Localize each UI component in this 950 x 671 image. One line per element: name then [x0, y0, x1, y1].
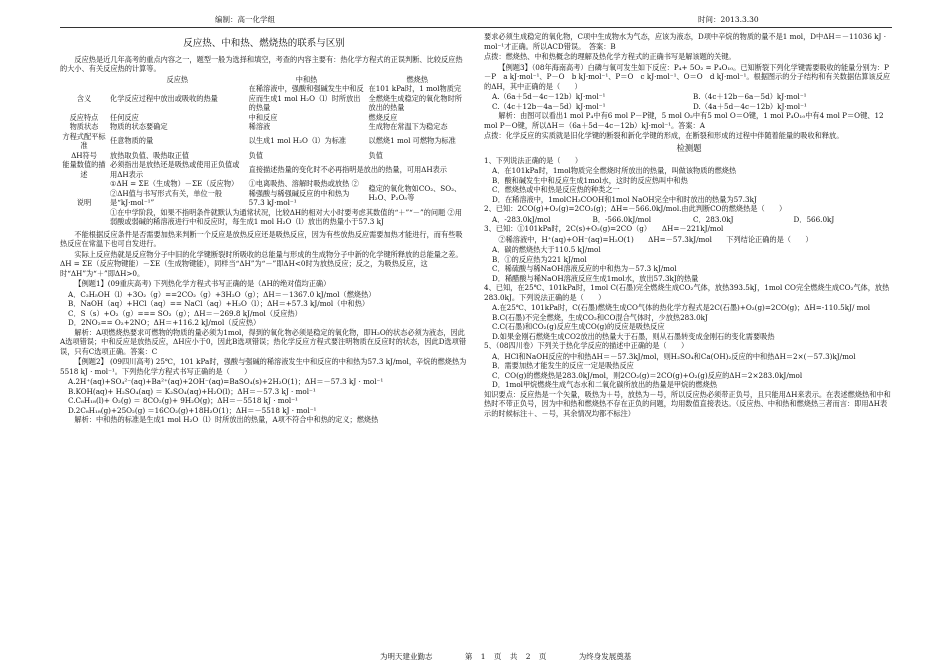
question-2-option: C．283.0kJ: [693, 214, 734, 224]
footer-motto-left: 为明天建业勤志: [380, 652, 433, 661]
question-4-option: C.C(石墨)和CO₂(g)反应生成CO(g)的反应是吸热反应: [492, 322, 665, 332]
row-header: ΔH符号: [71, 150, 97, 160]
question-3-option: B．①的反应热为221 kJ/mol: [492, 254, 587, 264]
question-5-stem: 5、（08四川卷）下列关于热化学反应的描述中正确的是（ ）: [484, 341, 689, 351]
example-3-options-row: [484, 92, 894, 102]
table-header-cell: [60, 75, 108, 85]
question-2-stem: 2、已知：2CO(g)+O₂(g)=2CO₂(g)；ΔH=－566.0kJ/mol.由此判断CO的燃烧热是（ ）: [484, 204, 787, 214]
table-cell: ①在中学阶段，如果不指明条件就默认为通常状况，比较ΔH的相对大小时要考虑其数值的“＋”“－”的问题 ②用弱酸或弱碱的稀溶液进行中和反应时，每生成1 mol H₂O（l）放出的热量小于57.3 kJ: [110, 207, 462, 227]
table-cell: 任何反应: [110, 112, 139, 122]
question-3-stem-2: ②稀溶液中，H⁺(aq)+OH⁻(aq)=H₂O(1) ΔH=－57.3kJ/mol 下列结论正确的是（ ）: [498, 234, 813, 244]
question-5-option: B．需要加热才能发生的反应一定是吸热反应: [492, 361, 634, 371]
example-1-stem: 【例题1】(09重庆高考) 下列热化学方程式书写正确的是（ΔH的绝对值均正确）: [74, 279, 331, 289]
question-2-option: D．566.0kJ: [793, 214, 835, 224]
question-5-option: A．HCl和NaOH反应的中和热ΔH＝－57.3kJ/mol，则H₂SO₄和Ca(OH)₂反应的中和热ΔH＝2×(－57.3)kJ/mol: [492, 351, 856, 361]
example-3-tip: 点拨：化学反应的实质就是旧化学键的断裂和新化学键的形成，在断裂和形成的过程中伴随着能量的吸收和释放。: [484, 131, 844, 140]
table-cell: 在101 kPa时，1 mol物质完全燃烧生成稳定的氧化物时所放出的热量: [368, 84, 462, 113]
table-cell: 放热取负值、吸热取正值: [110, 150, 190, 160]
example-1-option: B．NaOH（aq）+HCl（aq）== NaCl（aq）+H₂O（l）；ΔH＝+57.3 kJ/mol（中和热）: [68, 299, 370, 309]
example-3-options-row: [484, 102, 894, 112]
row-header: 方程式配平标准: [62, 131, 106, 151]
table-header-row: [60, 75, 468, 85]
question-5-option: C．CO(g)的燃烧热是283.0kJ/mol，则2CO₂(g)＝2CO(g)+O₂(g)反应的ΔH＝2×283.0kJ/mol: [492, 370, 803, 380]
table-cell: 直接描述热量的变化时不必再指明是放出的热量，可用ΔH表示: [248, 164, 447, 174]
row-header: 反应特点: [69, 112, 99, 122]
body-paragraph: 点拨：燃烧热、中和热概念的理解及热化学方程式的正确书写是解该题的关键。: [484, 52, 736, 61]
example-3-option: D.（4a＋5d－4c－12b）kJ·mol⁻¹: [693, 101, 807, 111]
table-cell: 中和反应: [248, 112, 278, 122]
question-3-option: A．碳的燃烧热大于110.5 kJ/mol: [492, 245, 601, 255]
row-header: 物质状态: [69, 122, 99, 132]
page-number: 第 1 页 共 2 页: [464, 652, 547, 661]
test-section-title: 检测题: [676, 142, 702, 153]
example-2-analysis: 解析：中和热的标准是生成1 mol H₂O（l）时所放出的热量，A项不符合中和热的定义；燃烧热: [74, 415, 379, 425]
row-header: 能量数值的描述: [62, 160, 106, 179]
example-3-option: A.（6a＋5d－4c－12b）kJ·mol⁻¹: [492, 92, 606, 101]
question-4-option: A.在25℃、101kPa时，C(石墨)燃烧生成CO气体的热化学方程式是2C(石墨)+O₂(g)=2CO(g)；ΔH=-110.5kJ/ mol: [492, 303, 871, 313]
example-3-option: C.（4c＋12b－4a－5d）kJ·mol⁻¹: [492, 101, 606, 111]
table-cell: 稀溶液: [248, 122, 271, 132]
table-row: [60, 151, 468, 161]
table-cell: 化学反应过程中放出或吸收的热量: [110, 93, 218, 103]
body-paragraph: 不能根据反应条件是否需要加热来判断一个反应是放热反应还是吸热反应，因为有些放热反应需要加热才能进行，而有些吸热反应在常温下也可自发进行。: [60, 229, 463, 249]
comparison-table: [60, 75, 468, 227]
knowledge-points: 知识要点：反应热是一个矢量，吸热为＋号，放热为－号，所以反应热必须带正负号，且只能用ΔH来表示。在表述燃烧热和中和热时不带正负号，因为中和热和燃烧热不存在正负的问题，均用数值直接表达。（反应热、中和热和燃烧热三者而言：即用ΔH表示的时候标注＋、－号，其余情况均都不标注）: [484, 389, 891, 418]
question-4-stem: 4、已知，在25℃、101kPa时，1mol C(石墨)完全燃烧生成CO₂气体，放热393.5kJ，1mol CO完全燃烧生成CO₂气体，放热283.0kJ。下列说法正确的是（ ）: [484, 283, 890, 302]
table-cell: 在稀溶液中，强酸和强碱发生中和反应而生成1 mol H₂O（l）时所放出的热量: [248, 84, 364, 113]
table-cell: 物质的状态要确定: [110, 122, 168, 132]
table-row: [60, 122, 468, 132]
body-paragraph: 要求必须生成稳定的氧化物，C项中生成物水为气态，应该为液态，D项中辛烷的物质的量不是1 mol，D中ΔH＝－11036 kJ · mol⁻¹才正确。所以ACD错误。 答案：B: [484, 32, 886, 51]
table-cell: 以生成1 mol H₂O（l）为标准: [248, 136, 347, 146]
question-4-option: B.C(石墨)不完全燃烧，生成CO₂和CO混合气体时，少放热283.0kJ: [492, 312, 708, 322]
question-2-option: A．-283.0kJ/mol: [492, 214, 551, 224]
page-footer: [380, 652, 655, 662]
example-2-stem: 【例题2】 (09四川高考) 25℃，101 kPa时，强酸与强碱的稀溶液发生中和反应的中和热为57.3 kJ/mol，辛烷的燃烧热为5518 kJ · mol⁻¹。下列热化学方程式书写正确的是（ ）: [60, 357, 467, 376]
question-1-option: B．酸和碱发生中和反应生成1mol水，这时的反应热叫中和热: [492, 175, 688, 185]
table-cell: 以燃烧1 mol 可燃物为标准: [368, 136, 456, 146]
table-cell: 生成物在常温下为稳定态: [368, 122, 448, 132]
table-cell: 任意物质的量: [110, 136, 154, 146]
document-title: 反应热、中和热、燃烧热的联系与区别: [183, 38, 345, 49]
example-2-option: B.KOH(aq)+ H₂SO₄(aq) ＝ K₂SO₄(aq)+H₂O(l)；ΔH＝－57.3 kJ · mol⁻¹: [68, 386, 316, 396]
table-row: [60, 208, 468, 227]
table-cell: 燃烧反应: [368, 112, 398, 122]
example-1-option: C．S（s）+O₂（g）=== SO₂（g）；ΔH＝－269.8 kJ/mol（反应热）: [68, 308, 302, 318]
table-row: [60, 179, 468, 208]
header-date: 时间：2013.3.30: [698, 15, 759, 24]
question-3-option: D．稀醋酸与稀NaOH溶液反应生成1mol水，放出57.3kJ的热量: [492, 273, 699, 283]
question-1-option: C．燃烧热或中和热是反应热的种类之一: [492, 185, 620, 195]
example-1-option: D．2NO₂== O₂+2NO；ΔH＝+116.2 kJ/mol（反应热）: [68, 318, 261, 328]
table-header-cell: 燃烧热: [406, 74, 429, 84]
table-cell: 稳定的氧化物如CO₂、SO₂、H₂O、P₂O₅等: [368, 183, 462, 203]
question-3-stem: 3、已知：①101kPa时，2C(s)+O₂(g)=2CO（g） ΔH=－221kJ/mol: [484, 224, 724, 234]
question-1-stem: 1、下列说法正确的是（ ）: [484, 155, 583, 165]
question-3-option: C．稀硫酸与稀NaOH溶液反应的中和热为－57.3 kJ/mol: [492, 264, 677, 274]
question-4-option: D.如果金刚石燃烧生成CO2放出的热量大于石墨，则从石墨转变成金刚石的变化需要吸热: [492, 331, 775, 341]
question-2-option: B．-566.0kJ/mol: [592, 214, 652, 224]
table-header-cell: 中和热: [295, 74, 318, 84]
question-2-options-row: [484, 215, 894, 225]
question-1-option: D．在稀溶液中，1molCH₃COOH和1mol NaOH完全中和时放出的热量为57.3kJ: [492, 194, 757, 204]
intro-paragraph: 反应热是近几年高考的重点内容之一，题型一般为选择和填空，考查的内容主要有：热化学方程式的正误判断、比较反应热的大小、有关反应热的计算等。: [60, 54, 463, 74]
table-cell: ①电离吸热、溶解时吸热或放热 ②稀强酸与稀强碱反应的中和热为57.3 kJ·mol⁻¹: [248, 179, 359, 208]
table-cell: 负值: [368, 150, 383, 160]
question-1-option: A．在101kPa时，1mol物质完全燃烧时所放出的热量，叫做该物质的燃烧热: [492, 166, 737, 176]
example-3-option: B.（4c＋12b－6a－5d）kJ·mol⁻¹: [693, 92, 807, 101]
table-row: [60, 160, 468, 179]
example-1-option: A．C₂H₅OH（l）+3O₂（g）==2CO₂（g）+3H₂O（g）；ΔH＝－1367.0 kJ/mol（燃烧热）: [68, 289, 376, 299]
question-5-option: D．1mol甲烷燃烧生成气态水和二氧化碳所放出的热量是甲烷的燃烧热: [492, 380, 718, 390]
body-paragraph: 实际上反应热就是反应物分子中旧的化学键断裂时所吸收的总能量与形成的生成物分子中新的化学键所释放的总能量之差。ΔH = ΣE（反应物键能）－ΣE（生成物键能），同样当“ΔH”为“－”即ΔH<0时为放热反应；反之，为吸热反应，这时“ΔH”为“＋”即ΔH>0。: [60, 249, 463, 278]
left-column: [60, 32, 468, 426]
header-divider: [60, 27, 892, 28]
example-2-option: A.2H⁺(aq)+SO₄²⁻(aq)+Ba²⁺(aq)+2OH⁻(aq)=BaSO₄(s)+2H₂O(1)；ΔH＝－57.3 kJ · mol⁻¹: [68, 377, 384, 387]
table-cell: ①ΔH = ΣE（生成物）－ΣE（反应物）②ΔH值与书写形式有关，单位一般是“kJ·mol⁻¹”: [110, 179, 239, 208]
example-1-analysis: 解析：A项燃烧热要求可燃物的物质的量必须为1mol，得到的氧化物必须是稳定的氧化物，即H₂O的状态必须为液态，因此A选项错误；中和反应是放热反应，ΔH应小于0，因此B选项错误；热化学反应方程式要注明物质在反应时的状态，因此D选项错误，只有C选项正确。答案：C: [60, 327, 467, 356]
table-row: [60, 132, 468, 151]
header-author: 编制：高一化学组: [215, 15, 275, 24]
example-3-stem: 【例题3】（08年海南高考）白磷与氧可发生如下反应：P₄+ 5O₂ = P₄O₁₀。已知断裂下列化学键需要吸收的能量分别为：P－P a kJ·mol⁻¹、P－O b kJ·mol⁻¹、P＝O c kJ·mol⁻¹、O＝O d kJ·mol⁻¹。根据图示的分子结构和有关数据估算该反应的ΔH，其中正确的是（ ）: [484, 62, 891, 91]
example-2-option: C.C₈H₁₈(l)+ O₂(g) ＝ 8CO₂(g)+ 9H₂O(g)；ΔH＝－5518 kJ · mol⁻¹: [68, 396, 298, 406]
table-cell: 必须指出是放热还是吸热或使用正负值或用ΔH表示: [110, 160, 240, 179]
right-column: [484, 32, 894, 419]
table-header-cell: 反应热: [166, 74, 189, 84]
row-header: 含义: [76, 93, 92, 103]
table-row: [60, 84, 468, 113]
table-cell: 负值: [248, 150, 264, 160]
example-3-analysis: 解析：由图可以看出1 mol P₄中有6 mol P－P键，5 mol O₂中有5 mol O＝O键，1 mol P₄O₁₀中有4 mol P＝O键、12 mol P－O键，所以ΔH＝（6a＋5d－4c－12b）kJ·mol⁻¹。答案：A: [484, 111, 884, 130]
footer-motto-right: 为终身发展奠基: [578, 652, 632, 661]
table-row: [60, 113, 468, 123]
row-header: 说明: [76, 198, 92, 208]
example-2-option: D.2C₈H₁₈(g)+25O₂(g) ＝16CO₂(g)+18H₂O(1)；ΔH＝－5518 kJ · mol⁻¹: [68, 405, 317, 415]
